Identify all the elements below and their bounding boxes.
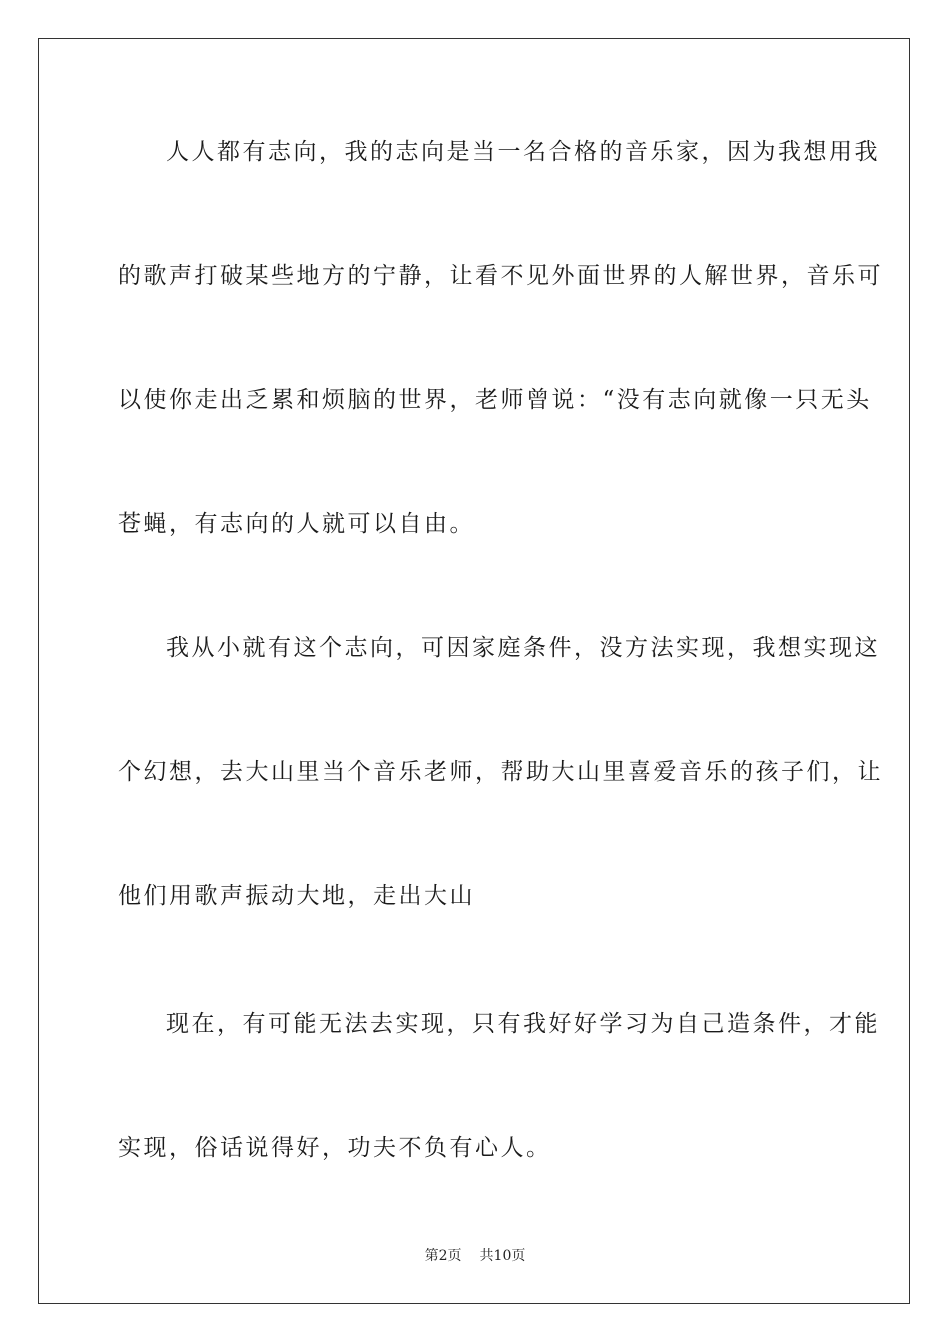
paragraph-3-line-1: 现在，有可能无法去实现，只有我好好学习为自己造条件，才能	[166, 1011, 880, 1037]
paragraph-3-line-2: 实现，俗话说得好，功夫不负有心人。	[118, 1135, 552, 1161]
paragraph-1-line-3: 以使你走出乏累和烦脑的世界，老师曾说：“没有志向就像一只无头	[118, 387, 872, 413]
paragraph-2-line-1: 我从小就有这个志向，可因家庭条件，没方法实现，我想实现这	[166, 635, 880, 661]
paragraph-1-line-2: 的歌声打破某些地方的宁静，让看不见外面世界的人解世界，音乐可	[118, 263, 883, 289]
paragraph-1-line-1: 人人都有志向，我的志向是当一名合格的音乐家，因为我想用我	[166, 139, 880, 165]
page-number: 第2页	[424, 1248, 462, 1264]
paragraph-2-line-3: 他们用歌声振动大地，走出大山	[118, 883, 475, 909]
page-border	[38, 38, 910, 1304]
paragraph-1-line-4: 苍蝇，有志向的人就可以自由。	[118, 511, 475, 537]
paragraph-2-line-2: 个幻想，去大山里当个音乐老师，帮助大山里喜爱音乐的孩子们，让	[118, 759, 883, 785]
page-total: 共10页	[479, 1248, 526, 1264]
page-footer	[0, 1246, 950, 1266]
